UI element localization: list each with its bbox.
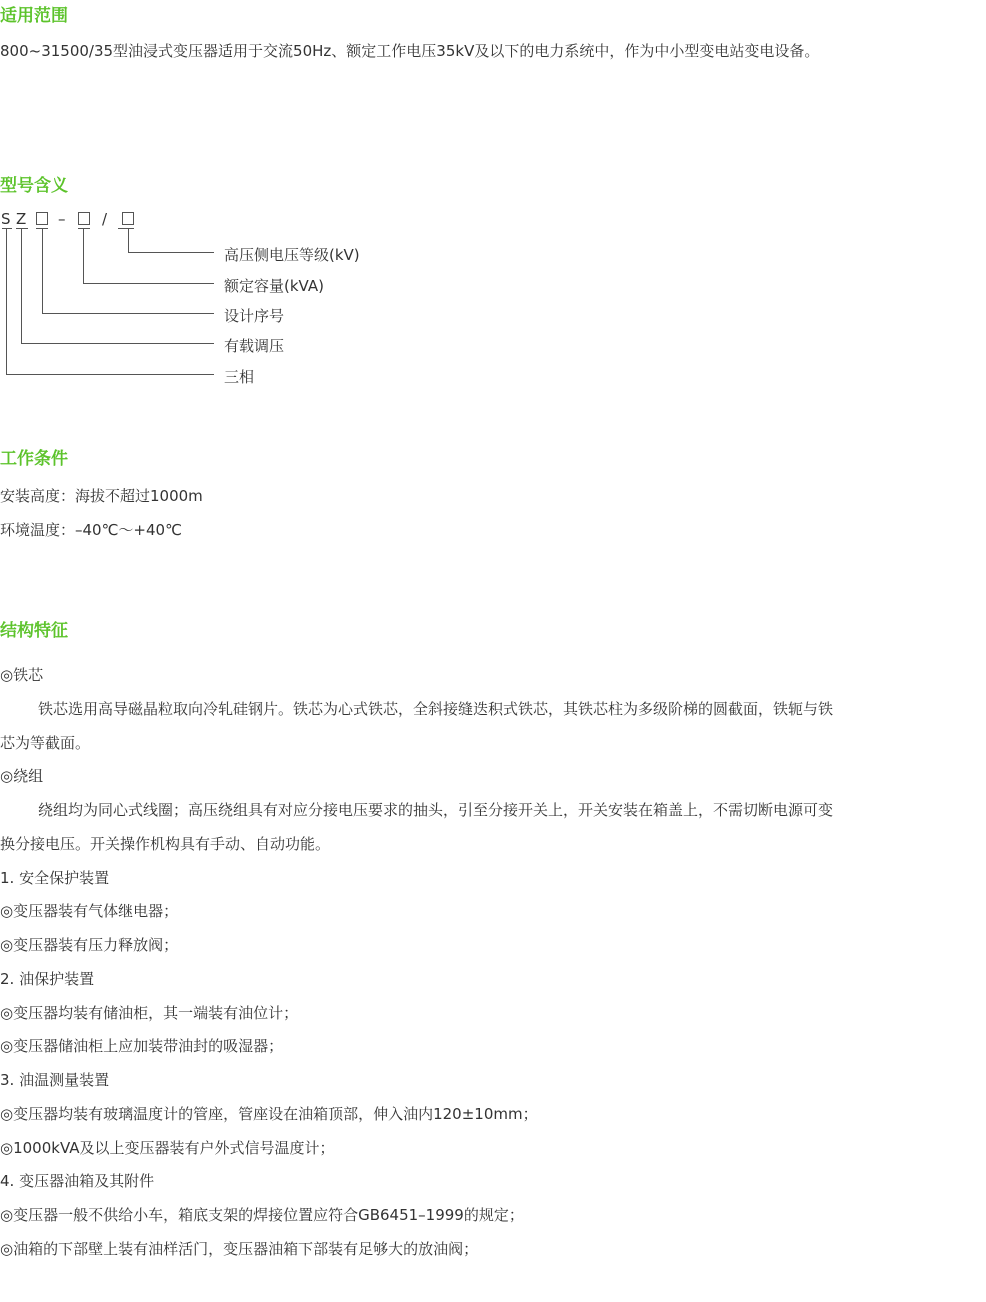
structure-line: ◎油箱的下部壁上装有油样活门，变压器油箱下部装有足够大的放油阀； bbox=[0, 1240, 479, 1258]
code-letter-z: Z bbox=[16, 210, 27, 228]
condition-line: 安装高度：海拔不超过1000m bbox=[0, 487, 203, 505]
label-three-phase: 三相 bbox=[224, 368, 255, 386]
structure-line: ◎变压器均装有玻璃温度计的管座，管座设在油箱顶部，伸入油内120±10mm； bbox=[0, 1105, 538, 1123]
structure-line: ◎变压器均装有储油柜，其一端装有油位计； bbox=[0, 1004, 299, 1022]
structure-line: ◎铁芯 bbox=[0, 666, 44, 684]
structure-line: 4. 变压器油箱及其附件 bbox=[0, 1172, 155, 1190]
structure-line: 绕组均为同心式线圈；高压绕组具有对应分接电压要求的抽头，引至分接开关上，开关安装在箱盖上，不需切断电源可变 bbox=[38, 801, 834, 819]
code-letter-s: S bbox=[1, 210, 11, 228]
code-slash: / bbox=[102, 210, 108, 228]
structure-line: ◎变压器一般不供给小车，箱底支架的焊接位置应符合GB6451–1999的规定； bbox=[0, 1206, 524, 1224]
code-dash: – bbox=[58, 210, 66, 228]
structure-line: ◎变压器装有气体继电器； bbox=[0, 902, 179, 920]
section-title-model: 型号含义 bbox=[0, 176, 68, 196]
structure-line: ◎绕组 bbox=[0, 767, 44, 785]
scope-text: 800~31500/35型油浸式变压器适用于交流50Hz、额定工作电压35kV及以下的电力系统中，作为中小型变电站变电设备。 bbox=[0, 42, 820, 60]
structure-line: 铁芯选用高导磁晶粒取向冷轧硅钢片。铁芯为心式铁芯，全斜接缝迭积式铁芯，其铁芯柱为多级阶梯的圆截面，铁轭与铁 bbox=[38, 700, 834, 718]
structure-line: ◎变压器装有压力释放阀； bbox=[0, 936, 179, 954]
label-rated-capacity: 额定容量(kVA) bbox=[224, 277, 324, 295]
code-box-capacity bbox=[78, 212, 90, 225]
structure-line: 芯为等截面。 bbox=[0, 734, 91, 752]
structure-line: ◎1000kVA及以上变压器装有户外式信号温度计； bbox=[0, 1139, 335, 1157]
section-title-conditions: 工作条件 bbox=[0, 449, 68, 469]
structure-line: 3. 油温测量装置 bbox=[0, 1071, 110, 1089]
label-on-load-tap: 有载调压 bbox=[224, 337, 285, 355]
structure-line: 1. 安全保护装置 bbox=[0, 869, 110, 887]
condition-line: 环境温度：–40℃～+40℃ bbox=[0, 521, 182, 539]
code-box-voltage bbox=[122, 212, 134, 225]
section-title-scope: 适用范围 bbox=[0, 6, 68, 26]
section-title-structure: 结构特征 bbox=[0, 621, 68, 641]
label-voltage-level: 高压侧电压等级(kV) bbox=[224, 246, 360, 264]
code-box-design bbox=[36, 212, 48, 225]
structure-line: ◎变压器储油柜上应加装带油封的吸湿器； bbox=[0, 1037, 284, 1055]
structure-line: 2. 油保护装置 bbox=[0, 970, 95, 988]
label-design-number: 设计序号 bbox=[224, 307, 285, 325]
structure-line: 换分接电压。开关操作机构具有手动、自动功能。 bbox=[0, 835, 331, 853]
